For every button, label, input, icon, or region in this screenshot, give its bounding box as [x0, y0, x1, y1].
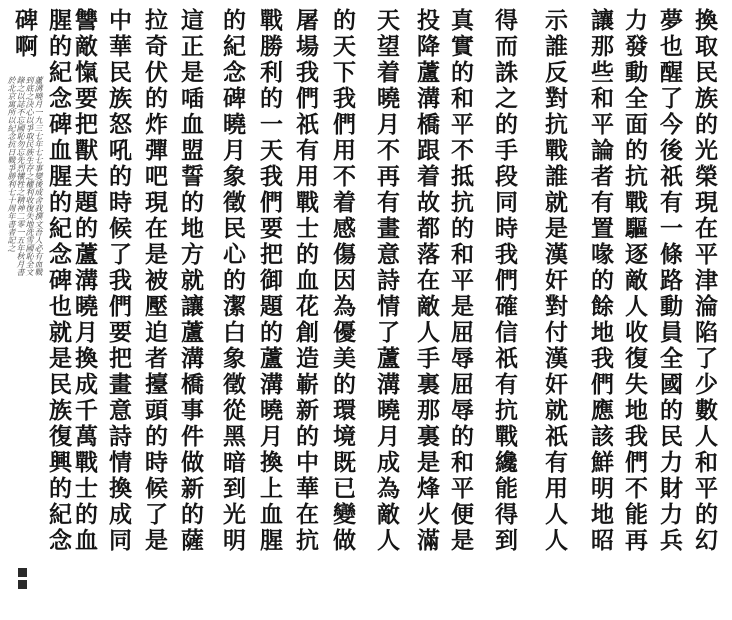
- seal-stamp: [18, 568, 27, 577]
- calligraphy-column: 的天下我們用不着感傷因為優美的環境既已變做: [329, 8, 356, 554]
- calligraphy-column: 讐敵愾要把獸夫題的蘆溝曉月換成千萬戰士的血: [71, 8, 98, 554]
- calligraphy-column: 天望着曉月不再有畫意詩情了蘆溝曉月成為敵人: [373, 8, 400, 554]
- inscription-column: 錄之以誌不忘國恥勿忘先烈犧牲之精神二零一五年秋月書: [16, 76, 25, 276]
- calligraphy-column: 讓那些和平論者有置喙的餘地我們應該鮮明地昭: [587, 8, 614, 554]
- inscription-column: 蘆溝曉月一九三七年七七事變後成舍我撰文吾人必有血戰: [34, 76, 43, 276]
- calligraphy-column: 得而誅之的手段同時我們確信祇有抗戰纔能得到: [491, 8, 518, 554]
- calligraphy-column: 示誰反對抗戰誰就是漢奸對付漢奸就祇有用人人: [541, 8, 568, 554]
- inscription-column: 於北京寓所以紀念抗日戰爭勝利七十周年書者記之: [7, 76, 16, 252]
- text-panel-1: [4, 8, 74, 608]
- seal-stamp: [18, 580, 27, 589]
- calligraphy-column: 腥的紀念碑血腥的紀念碑也就是民族復興的紀念: [45, 8, 72, 554]
- calligraphy-column: 換取民族的光榮現在平津淪陷了少數人和平的幻: [691, 8, 718, 554]
- text-panel-4: [372, 8, 572, 608]
- calligraphy-column: 的紀念碑曉月象徵民心的潔白象徵從黑暗到光明: [219, 8, 246, 554]
- calligraphy-column: 碑啊: [11, 8, 38, 60]
- text-panel-5: [586, 8, 726, 608]
- calligraphy-column: 戰勝利的一天我們要把御題的蘆溝曉月換上血腥: [256, 8, 283, 554]
- calligraphy-column: 屠場我們祇有用戰士的血花創造嶄新的中華在抗: [292, 8, 319, 554]
- calligraphy-column: 中華民族怒吼的時候了我們要把畫意詩情換成同: [105, 8, 132, 554]
- calligraphy-column: 投降蘆溝橋跟着故都落在敵人手裏那裏是烽火滿: [413, 8, 440, 554]
- calligraphy-column: 夢也醒了今後祇有一條路動員全國的民力財力兵: [656, 8, 683, 554]
- text-panel-3: [218, 8, 363, 608]
- calligraphy-column: 拉奇伏的炸彈吧現在是被壓迫者擡頭的時候了是: [141, 8, 168, 554]
- text-panel-2: [70, 8, 212, 608]
- calligraphy-column: 力發動全面的抗戰驅逐敵人收復失地我們不能再: [621, 8, 648, 554]
- calligraphy-column: 這正是喢血盟誓的地方就讓蘆溝橋事件做新的薩: [177, 8, 204, 554]
- calligraphy-column: 真實的和平不抵抗的和平是屈辱屈辱的和平便是: [447, 8, 474, 554]
- inscription-column: 到底之決心以爭取民族生存之權利收復失地洗雪國恥全文: [25, 76, 34, 276]
